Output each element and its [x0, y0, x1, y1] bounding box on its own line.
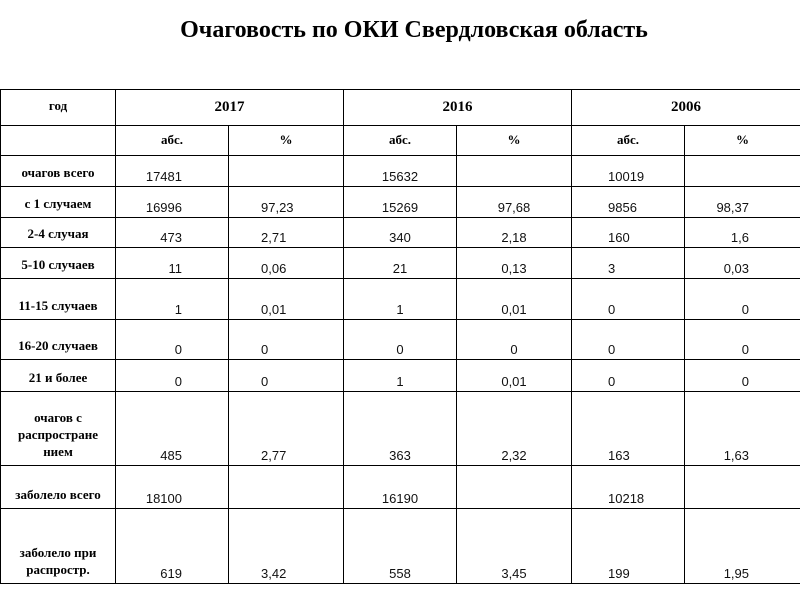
table-cell: 2,71 [229, 218, 344, 248]
table-cell: 9856 [572, 187, 685, 218]
table-cell: 0,01 [229, 279, 344, 320]
row-label: заболело всего [1, 466, 116, 509]
data-table [0, 89, 800, 584]
table-cell: 1 [344, 279, 457, 320]
row-label: 5-10 случаев [1, 248, 116, 279]
sub-header: % [685, 126, 800, 156]
row-label: с 1 случаем [1, 187, 116, 218]
row-label: заболело при распростр. [1, 509, 116, 584]
year-header-2017: 2017 [116, 90, 344, 126]
year-header-2006: 2006 [572, 90, 800, 126]
sub-header: абс. [116, 126, 229, 156]
table-cell [229, 156, 344, 187]
year-header-2016: 2016 [344, 90, 572, 126]
table-cell: 3 [572, 248, 685, 279]
sub-header-row [1, 126, 800, 156]
table-cell: 0 [229, 320, 344, 360]
table-cell: 2,32 [457, 392, 572, 466]
sub-header: % [229, 126, 344, 156]
table-row [1, 187, 800, 218]
table-cell: 0 [229, 360, 344, 392]
table-cell: 97,68 [457, 187, 572, 218]
sub-header: абс. [344, 126, 457, 156]
table-cell: 98,37 [685, 187, 800, 218]
table-cell [457, 466, 572, 509]
empty-header-cell [1, 126, 116, 156]
sub-header: абс. [572, 126, 685, 156]
row-label: 16-20 случаев [1, 320, 116, 360]
row-label: очагов всего [1, 156, 116, 187]
table-cell: 15269 [344, 187, 457, 218]
table-cell: 0 [572, 320, 685, 360]
table-cell: 0,06 [229, 248, 344, 279]
table-row [1, 509, 800, 584]
sub-header: % [457, 126, 572, 156]
table-cell: 558 [344, 509, 457, 584]
table-cell: 21 [344, 248, 457, 279]
table-cell: 0 [685, 279, 800, 320]
table-cell: 160 [572, 218, 685, 248]
page-title: Очаговость по ОКИ Свердловская область [180, 17, 648, 43]
table-row [1, 392, 800, 466]
table-cell: 18100 [116, 466, 229, 509]
table-cell: 0 [685, 320, 800, 360]
table-cell: 340 [344, 218, 457, 248]
table-cell: 485 [116, 392, 229, 466]
table-cell: 0 [457, 320, 572, 360]
row-label: 2-4 случая [1, 218, 116, 248]
table-cell: 163 [572, 392, 685, 466]
table-row [1, 156, 800, 187]
table-cell: 17481 [116, 156, 229, 187]
table-row [1, 320, 800, 360]
table-cell: 0 [572, 279, 685, 320]
table-cell: 15632 [344, 156, 457, 187]
table-cell: 11 [116, 248, 229, 279]
row-label: 11-15 случаев [1, 279, 116, 320]
table-cell: 0,01 [457, 279, 572, 320]
table-cell: 0 [572, 360, 685, 392]
table-cell: 363 [344, 392, 457, 466]
year-header-row [1, 90, 800, 126]
table-cell [457, 156, 572, 187]
table-cell: 3,45 [457, 509, 572, 584]
table-row [1, 360, 800, 392]
table-cell: 1,6 [685, 218, 800, 248]
table-cell: 10218 [572, 466, 685, 509]
table-cell: 1 [116, 279, 229, 320]
table-cell: 473 [116, 218, 229, 248]
table-cell: 619 [116, 509, 229, 584]
table-cell: 97,23 [229, 187, 344, 218]
table-cell: 1 [344, 360, 457, 392]
table-cell: 0 [116, 360, 229, 392]
table-cell: 1,95 [685, 509, 800, 584]
table-cell: 16996 [116, 187, 229, 218]
table-cell: 0 [344, 320, 457, 360]
table-row [1, 466, 800, 509]
table-cell: 0,03 [685, 248, 800, 279]
row-label: очагов с распростране нием [1, 392, 116, 466]
row-label: 21 и более [1, 360, 116, 392]
table-cell: 1,63 [685, 392, 800, 466]
table-row [1, 248, 800, 279]
table-cell: 16190 [344, 466, 457, 509]
table-cell [685, 466, 800, 509]
table-cell: 0 [116, 320, 229, 360]
table-cell: 10019 [572, 156, 685, 187]
corner-label: год [1, 90, 116, 126]
table-cell: 3,42 [229, 509, 344, 584]
table-cell [229, 466, 344, 509]
table-cell: 0 [685, 360, 800, 392]
table-cell: 2,77 [229, 392, 344, 466]
table-row [1, 279, 800, 320]
table-row [1, 218, 800, 248]
table-cell [685, 156, 800, 187]
table-cell: 0,01 [457, 360, 572, 392]
table-cell: 2,18 [457, 218, 572, 248]
table-cell: 199 [572, 509, 685, 584]
table-cell: 0,13 [457, 248, 572, 279]
